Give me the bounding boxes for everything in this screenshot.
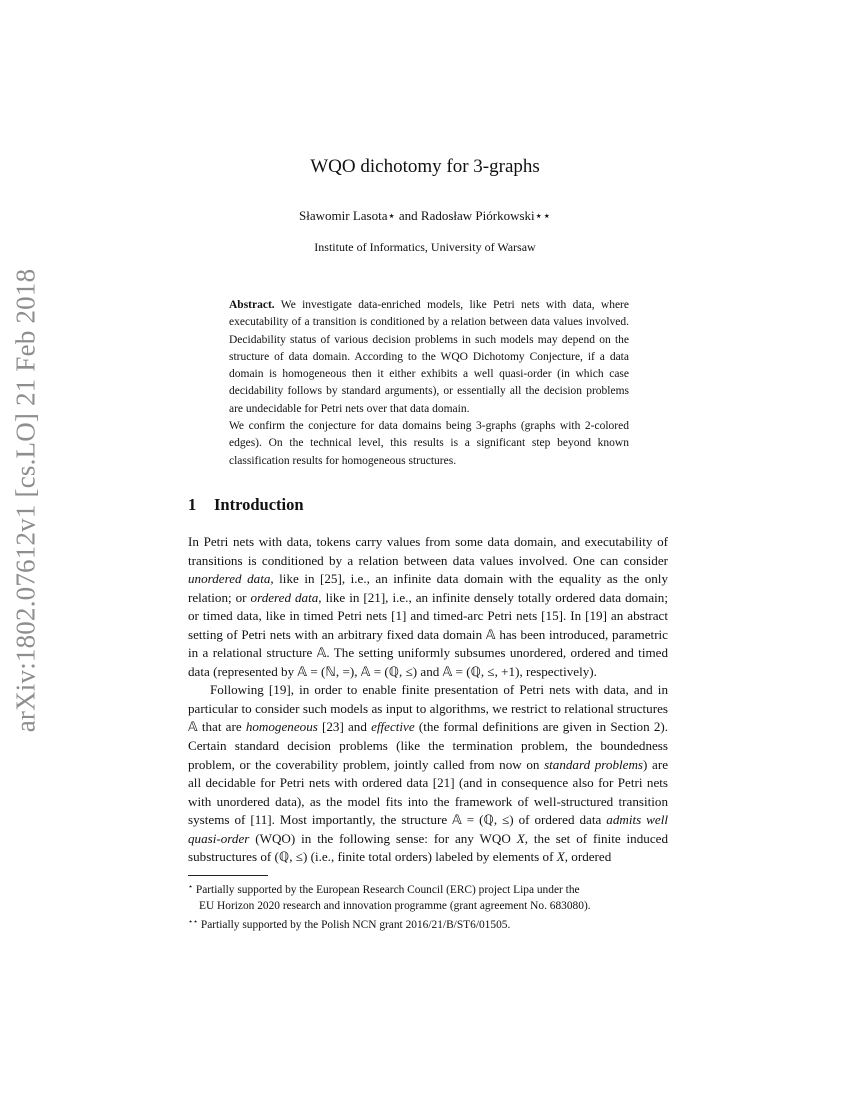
abstract-paragraph-2: We confirm the conjecture for data domains being 3-graphs (graphs with 2-colored edges). On the technical level, this results is a significant step beyond known classification results for homogeneous structures.	[229, 420, 629, 467]
arxiv-stamp	[2, 265, 50, 735]
text-run: [23] and	[317, 719, 372, 735]
abstract	[229, 297, 629, 470]
text-run: ) are all decidable for Petri nets with ordered data [21] (and in consequence also for Petri nets with unordered data), as the model fits into the framework of well-structured transition systems of [11]. Most importantly, the structure 𝔸 = (ℚ, ≤) of ordered data	[188, 756, 669, 828]
footnote-1	[188, 879, 670, 898]
footnote-rule	[188, 875, 268, 876]
footnote-1-mark: ⋆	[188, 882, 194, 891]
body-paragraph-2	[188, 681, 668, 866]
footnote-2	[188, 914, 670, 933]
text-run: (WQO) in the following sense: for any WQO	[249, 830, 517, 846]
text-run: , ordered	[564, 849, 612, 865]
footnote-1-continuation: EU Horizon 2020 research and innovation programme (grant agreement No. 683080).	[199, 900, 591, 913]
emph-run: ordered data	[250, 589, 319, 605]
emph-run: admits well quasi-order	[188, 812, 669, 846]
footnote-2-mark: ⋆⋆	[188, 917, 199, 927]
emph-run: unordered data	[188, 571, 271, 587]
text-run: Following [19], in order to enable finite presentation of Petri nets with data, and in particular to consider such models as input to algorithms, we restrict to relational structures 𝔸 that are	[188, 682, 668, 735]
emph-run: homogeneous	[245, 719, 318, 735]
authors: Sławomir Lasota⋆ and Radosław Piórkowski⋆⋆	[299, 208, 551, 223]
abstract-paragraph-1	[229, 297, 629, 418]
body-text	[188, 533, 668, 867]
footnotes	[188, 879, 670, 933]
emph-run: X	[556, 849, 565, 865]
text-run: In Petri nets with data, tokens carry values from some data domain, and executability of transitions is conditioned by a relation between data values involved. One can consider	[188, 534, 668, 568]
text-run: , like in [25], i.e., an infinite data domain with the equality as the only relation; or	[188, 571, 668, 605]
abstract-label: Abstract.	[229, 299, 275, 311]
emph-run: X	[516, 830, 525, 846]
section-heading	[188, 495, 668, 515]
section-number: 1	[188, 495, 197, 514]
section-title: Introduction	[214, 495, 304, 514]
arxiv-identifier: arXiv:1802.07612v1 [cs.LO] 21 Feb 2018	[10, 268, 41, 732]
abstract-text-1: We investigate data-enriched models, like Petri nets with data, where executability of a transition is conditioned by a relation between data values involved. Decidability status of various decision problems in such models may depend on the structure of data domain. According to the WQO Dichotomy Conjecture, if a data domain is homogeneous then it either exhibits a well quasi-order (in which case decidability follows by standard arguments), or essentially all the decision problems are undecidable for Petri nets over that data domain.	[229, 299, 629, 415]
affiliation: Institute of Informatics, University of Warsaw	[314, 240, 536, 254]
emph-run: effective	[371, 719, 415, 735]
text-run: , the set of finite induced substructures of (ℚ, ≤) (i.e., finite total orders) labeled by elements of	[188, 830, 668, 865]
body-paragraph-1	[188, 533, 668, 681]
text-run: (the formal definitions are given in Section 2). Certain standard decision problems (like the termination problem, the boundedness problem, or the coverability problem, jointly called from now on	[188, 719, 668, 772]
text-run: , like in [21], i.e., an infinite densely totally ordered data domain; or timed data, like in timed Petri nets [1] and timed-arc Petri nets [15]. In [19] an abstract setting of Petri nets with an arbitrary fixed data domain 𝔸 has been introduced, parametric in a relational structure 𝔸. The setting uniformly subsumes unordered, ordered and timed data (represented by 𝔸 = (ℕ, =), 𝔸 = (ℚ, ≤) and 𝔸 = (ℚ, ≤, +1), respectively).	[188, 589, 668, 679]
footnote-2-text: Partially supported by the Polish NCN grant 2016/21/B/ST6/01505.	[200, 919, 511, 932]
footnote-1-line-1: Partially supported by the European Research Council (ERC) project Lipa under the	[195, 884, 580, 896]
paper-title: WQO dichotomy for 3-graphs	[310, 156, 540, 177]
emph-run: standard problems	[544, 756, 644, 772]
